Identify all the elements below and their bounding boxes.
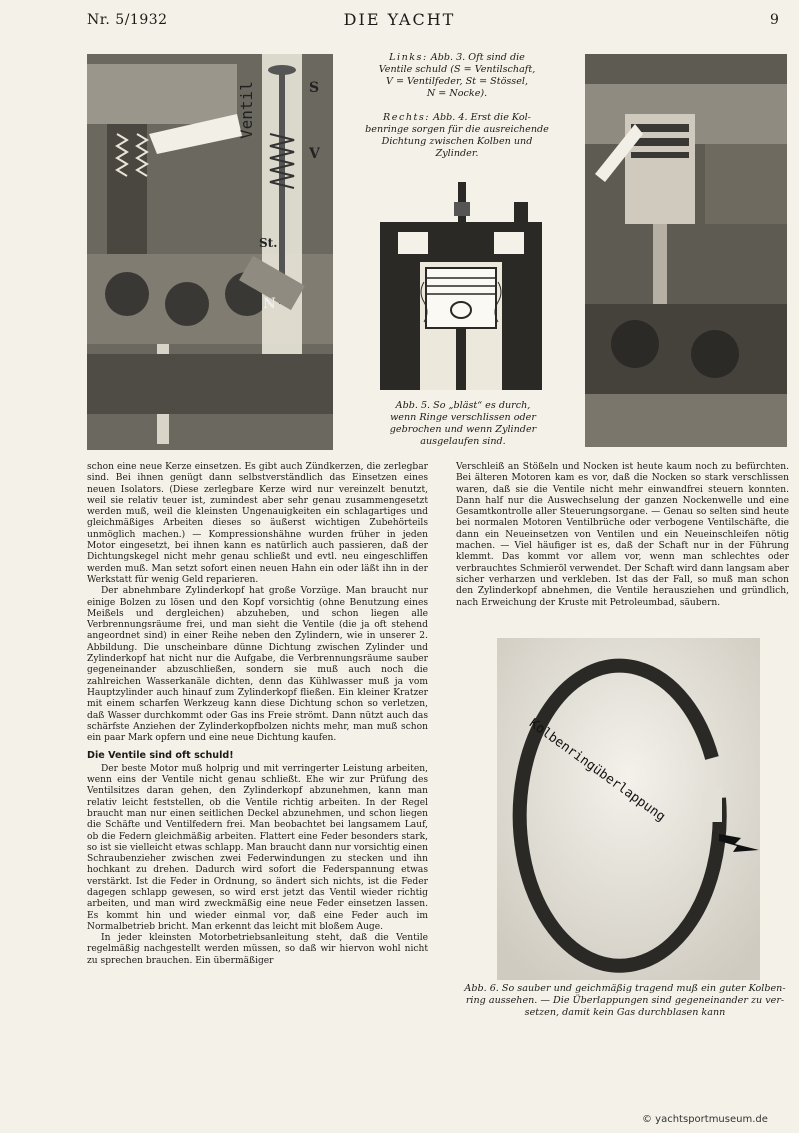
- ring-overlap-label: Kolbenringüberlappung: [526, 716, 668, 825]
- caption-line: Abb. 6. So sauber und geichmäßig tragend muß ein guter Kolben-: [464, 983, 786, 994]
- paragraph: Der beste Motor muß holprig und mit verringerter Leistung arbeiten, wenn eins der Ventile nicht genau schließt. Ehe wir zur Prüfung des Ventilsitzes daran gehen, den Zylinderkopf abzunehmen, kann man relativ leicht feststellen, ob die Ventile richtig arbeiten. In der Regel braucht man nur einen seitlichen Deckel abzunehmen, und schon liegen die Schäfte und Ventilfedern frei. Man beobachtet bei langsamem Lauf, ob die Federn gleichmäßig arbeiten. Flattert eine Feder besonders stark, so ist sie vielleicht etwas schlapp. Man braucht dann nur vorsichtig einen Schraubenzieher zwischen zwei Federwindungen zu stecken und ihn hochkant zu drehen. Dadurch wird sofort die Federspannung etwas verstärkt. Ist die Feder in Ordnung, so ändert sich nichts, ist die Feder dagegen schlapp gewesen, so wird erst jetzt das Ventil wieder richtig arbeiten, und man wird zweckmäßig eine neue Feder einsetzen lassen. Es kommt hin und wieder einmal vor, daß eine Feder auch im Normalbetrieb bricht. Man erkennt das leicht mit bloßem Auge.: [87, 763, 428, 932]
- magazine-title: DIE YACHT: [343, 10, 456, 29]
- caption-line: N = Nocke).: [426, 88, 488, 99]
- piston-ring-illustration: [497, 638, 760, 980]
- paragraph: schon eine neue Kerze einsetzen. Es gibt auch Zündkerzen, die zerlegbar sind. Bei ihnen genügt dann selbstverständlich das Einsetzen eines neuen Isolators. (Diese zerlegbare Kerze wird nur vereinzelt benutzt, weil sie relativ teuer ist, zumindest aber sehr genau zusammengesetzt werden muß, weil die kleinsten Ungenauigkeiten ein schlagartiges und gleichmäßiges Arbeiten dieses so äußerst wichtigen Zubehörteils unmöglich machen.) — Kompressionshähne wurden früher in jeden Motor eingesetzt, bei ihnen kann es natürlich auch passieren, daß der Dichtungskegel nicht mehr genau schließt und evtl. neu eingeschliffen werden muß. Man setzt sofort einen neuen Hahn ein oder läßt ihn in der Werkstatt für wenig Geld reparieren.: [87, 462, 428, 585]
- caption-line: V = Ventilfeder, St = Stössel,: [385, 76, 529, 87]
- figure-6-piston-ring-photo: [497, 638, 760, 980]
- caption-left-label: Links:: [389, 52, 428, 63]
- caption-figures-3-4: [352, 52, 562, 160]
- caption-line: wenn Ringe verschlissen oder: [390, 412, 536, 423]
- right-text-column: [456, 462, 789, 609]
- caption-line: Abb. 4. Erst die Kol-: [430, 112, 531, 123]
- valve-spring-letter: V: [309, 146, 320, 162]
- caption-line: benringe sorgen für die ausreichende: [365, 124, 549, 135]
- caption-figure-6: [460, 983, 790, 1019]
- copyright-watermark: © yachtsportmuseum.de: [642, 1114, 768, 1125]
- left-text-column: [87, 462, 428, 967]
- figure-4-piston-photo: [585, 54, 787, 447]
- page-number: 9: [770, 12, 780, 28]
- caption-line: Dichtung zwischen Kolben und: [381, 136, 533, 147]
- section-heading: Die Ventile sind oft schuld!: [87, 750, 234, 762]
- figure-5-cylinder-drawing: [378, 182, 544, 392]
- caption-right-label: Rechts:: [383, 112, 431, 123]
- tappet-letter: St.: [259, 236, 278, 250]
- engine-valve-illustration: [87, 54, 333, 450]
- caption-line: ausgelaufen sind.: [420, 436, 506, 447]
- caption-line: Ventile schuld (S = Ventilschaft,: [378, 64, 536, 75]
- paragraph: Verschleiß an Stößeln und Nocken ist heute kaum noch zu befürchten. Bei älteren Motoren kam es vor, daß die Nocken so stark verschlissen waren, daß sie die Ventile nicht mehr einwandfrei steuern konnten. Dann half nur die Auswechselung der ganzen Nockenwelle und eine Gesamtkontrolle aller Steuerungsorgane. — Genau so selten sind heute bei normalen Motoren Ventilbrüche oder verbogene Ventilschäfte, die dann ein Neueinsetzen von Ventilen und ein Neueinschleifen nötig machen. — Viel häufiger ist es, daß der Schaft nur in der Führung klemmt. Das kommt vor allem vor, wenn man schlechtes oder verbrauchtes Schmieröl verwendet. Der Schaft wird dann langsam aber sicher verharzen und verkleben. Ist das der Fall, so muß man schon den Zylinderkopf abnehmen, die Ventile herausziehen und gründlich, nach Erweichung der Kruste mit Petroleumbad, säubern.: [456, 462, 789, 608]
- cylinder-cross-section-illustration: [378, 182, 544, 392]
- valve-label: Ventil: [237, 81, 256, 139]
- cam-letter: N: [263, 296, 276, 312]
- caption-line: Abb. 5. So „bläst“ es durch,: [395, 400, 531, 411]
- caption-line: Abb. 3. Oft sind die: [427, 52, 525, 63]
- paragraph: In jeder kleinsten Motorbetriebsanleitung steht, daß die Ventile regelmäßig nachgestellt werden müssen, so daß wir hiervon wohl nicht zu sprechen brauchen. Ein übermäßiger: [87, 933, 428, 966]
- issue-number: Nr. 5/1932: [87, 12, 168, 28]
- paragraph: Der abnehmbare Zylinderkopf hat große Vorzüge. Man braucht nur einige Bolzen zu lösen und den Kopf vorsichtig (ohne Benutzung eines Meißels und dergleichen) abzuheben, und schon liegen alle Verbrennungsräume frei, und man sieht die Ventile (die ja oft stehend angeordnet sind) in einer Reihe neben den Zylindern, wie in unserer 2. Abbildung. Die unscheinbare dünne Dichtung zwischen Zylinder und Zylinderkopf hat nicht nur die Aufgabe, die Verbrennungsräume sauber gegeneinander abzuschließen, sondern sie muß auch noch die zahlreichen Wasserkanäle dichten, denn das Kühlwasser muß ja vom Hauptzylinder auch hinauf zum Zylinderkopf fließen. Ein kleiner Kratzer mit einem scharfen Werkzeug kann diese Dichtung schon so verletzen, daß Wasser durchkommt oder Gas ins Freie strömt. Dann nützt auch das schärfste Anziehen der Zylinderkopfbolzen nichts mehr, man muß schon ein paar Mark opfern und eine neue Dichtung kaufen.: [87, 586, 428, 744]
- caption-figure-5: [378, 400, 548, 448]
- caption-line: Zylinder.: [435, 148, 479, 159]
- caption-line: setzen, damit kein Gas durchblasen kann: [524, 1007, 726, 1018]
- caption-line: gebrochen und wenn Zylinder: [389, 424, 537, 435]
- figure-3-engine-valve-photo: [87, 54, 333, 450]
- valve-shaft-letter: S: [309, 80, 320, 96]
- caption-line: ring aussehen. — Die Überlappungen sind gegeneinander zu ver-: [465, 995, 785, 1006]
- piston-cutaway-illustration: [585, 54, 787, 447]
